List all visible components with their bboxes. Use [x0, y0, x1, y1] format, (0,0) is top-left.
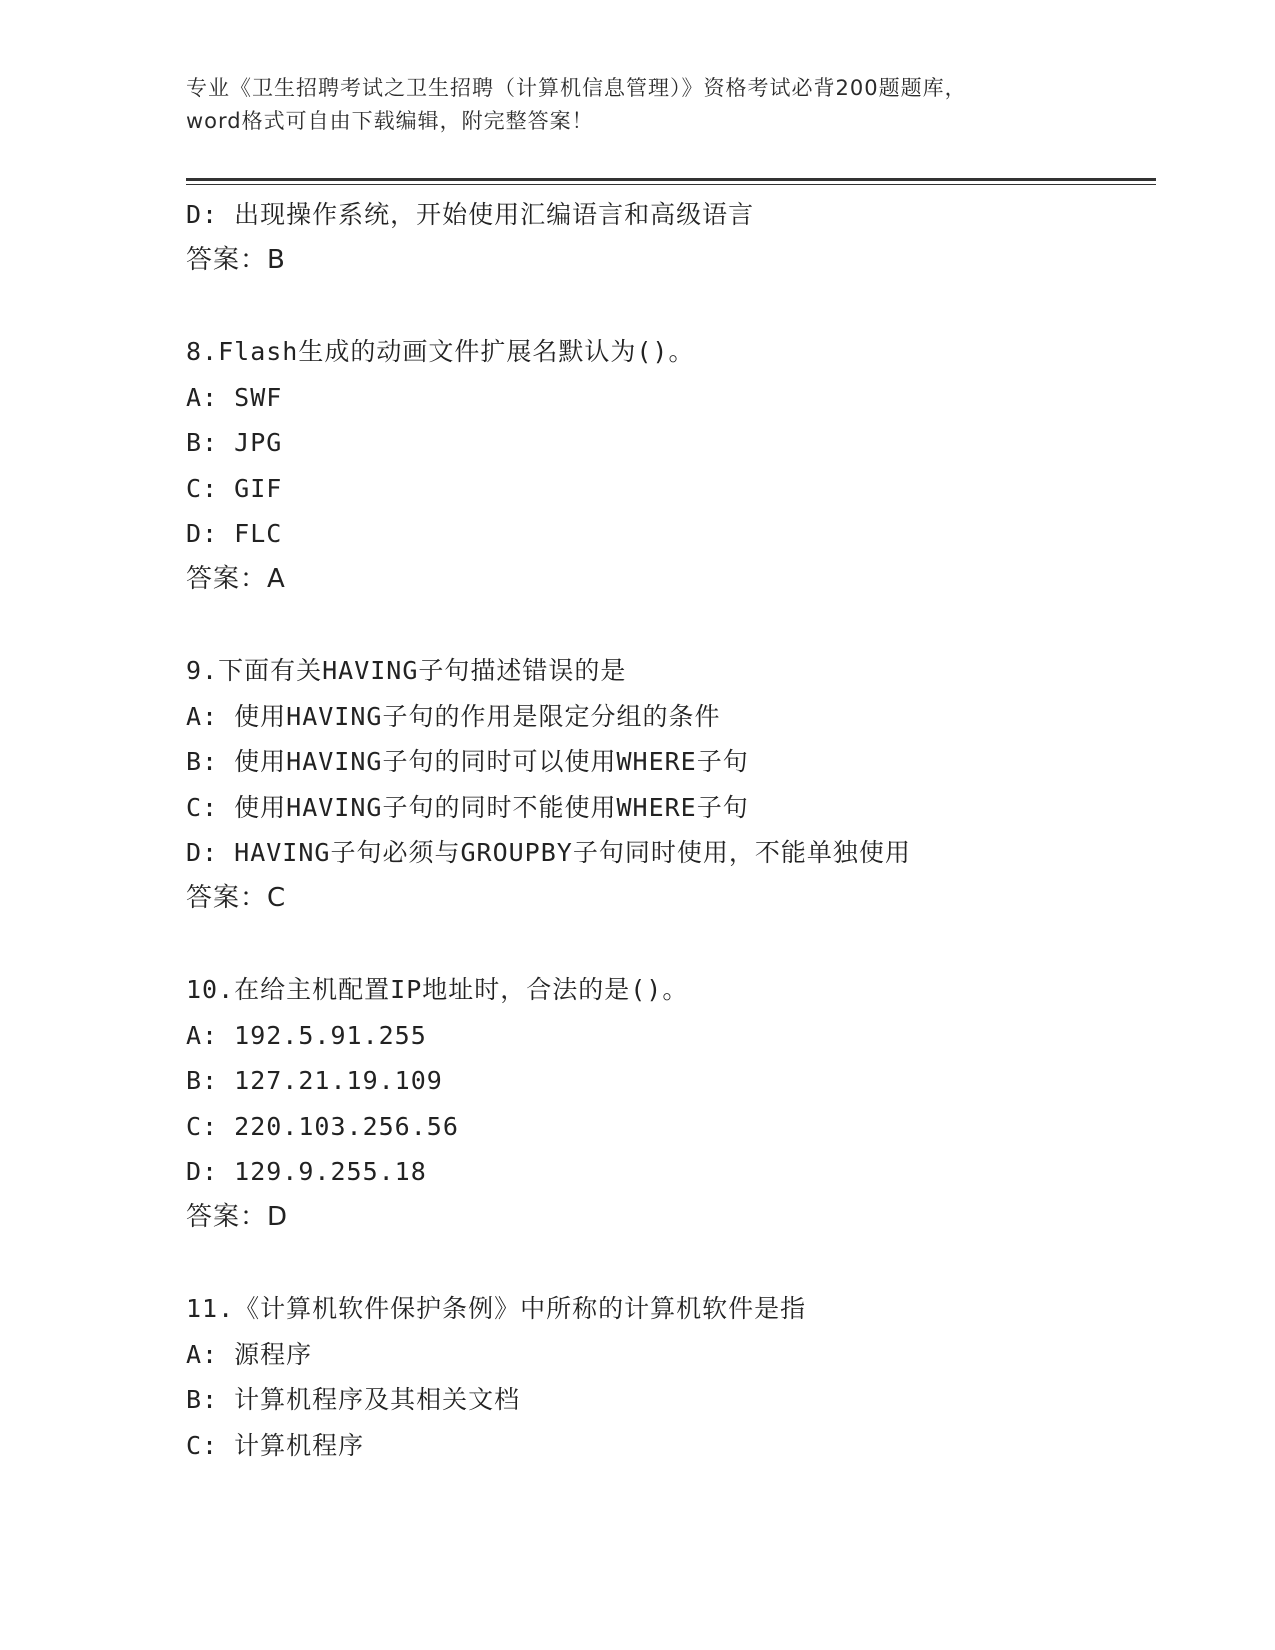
header-line-1: 专业《卫生招聘考试之卫生招聘（计算机信息管理）》资格考试必背200题题库，: [186, 76, 967, 100]
header-rule-thin: [186, 184, 1156, 185]
question-spacer: [186, 602, 1186, 648]
question-option: D: 出现操作系统，开始使用汇编语言和高级语言: [186, 200, 755, 229]
question-stem: 11.《计算机软件保护条例》中所称的计算机软件是指: [186, 1294, 807, 1323]
question-option: A: 192.5.91.255: [186, 1020, 427, 1050]
question-answer: 答案：B: [186, 244, 286, 275]
question-spacer: [186, 921, 1186, 967]
question-block-11: [186, 1286, 1186, 1468]
question-option: C: 使用HAVING子句的同时不能使用WHERE子句: [186, 792, 749, 822]
question-block-8: [186, 329, 1186, 602]
document-header: [186, 72, 1086, 138]
question-option: D: HAVING子句必须与GROUPBY子句同时使用，不能单独使用: [186, 838, 911, 867]
question-option: A: 使用HAVING子句的作用是限定分组的条件: [186, 701, 721, 731]
header-line-2: word格式可自由下载编辑，附完整答案！: [186, 109, 594, 133]
question-answer: 答案：D: [186, 1201, 289, 1232]
question-option: B: 使用HAVING子句的同时可以使用WHERE子句: [186, 747, 749, 776]
question-answer: 答案：A: [186, 563, 286, 594]
question-spacer: [186, 283, 1186, 329]
question-block-9: [186, 648, 1186, 921]
question-option: D: FLC: [186, 519, 283, 548]
question-list: [186, 192, 1186, 1468]
question-option: C: 220.103.256.56: [186, 1111, 459, 1141]
question-answer: 答案：C: [186, 882, 287, 913]
question-option: A: 源程序: [186, 1339, 313, 1369]
question-option: B: JPG: [186, 428, 283, 457]
question-option: B: 计算机程序及其相关文档: [186, 1385, 521, 1414]
question-option: C: GIF: [186, 473, 283, 503]
question-spacer: [186, 1240, 1186, 1286]
question-block-continued: [186, 192, 1186, 283]
header-rule-thick: [186, 178, 1156, 181]
question-option: C: 计算机程序: [186, 1430, 365, 1460]
question-stem: 8.Flash生成的动画文件扩展名默认为()。: [186, 337, 695, 366]
question-block-10: [186, 967, 1186, 1240]
question-option: B: 127.21.19.109: [186, 1066, 443, 1095]
question-option: A: SWF: [186, 382, 283, 412]
question-stem: 10.在给主机配置IP地址时，合法的是()。: [186, 975, 689, 1004]
question-option: D: 129.9.255.18: [186, 1157, 427, 1186]
question-stem: 9.下面有关HAVING子句描述错误的是: [186, 656, 627, 685]
